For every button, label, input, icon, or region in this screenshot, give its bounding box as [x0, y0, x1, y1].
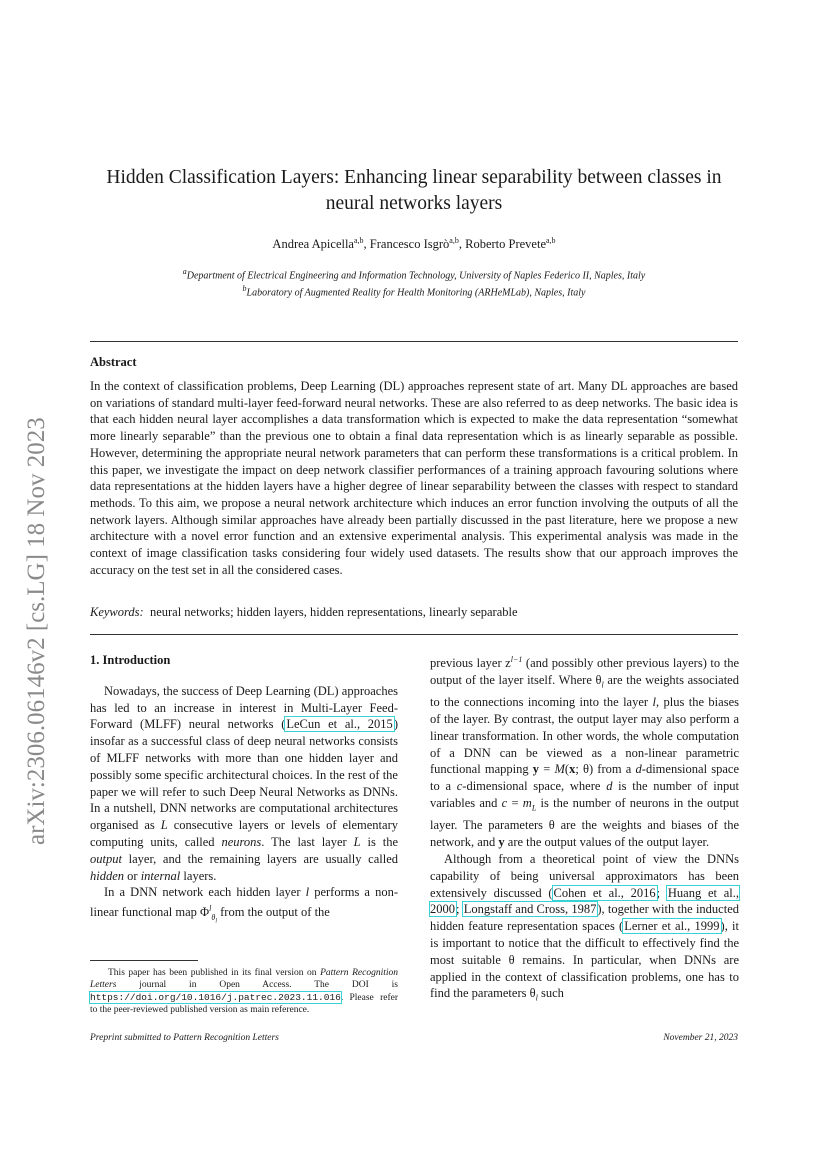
top-divider: [90, 341, 738, 342]
author-affil-mark: a,b: [353, 236, 364, 245]
section-heading: 1. Introduction: [90, 653, 171, 667]
author-affil-mark: a,b: [546, 236, 556, 245]
footer-date: November 21, 2023: [663, 1033, 738, 1043]
author-name: Francesco Isgrò: [369, 237, 450, 252]
footer-preprint-note: Preprint submitted to Pattern Recognition Letters: [90, 1033, 279, 1043]
author-list: Andrea Apicella$^{a,b}$, Francesco Isgrò$^{a,b}$, Roberto Prevete$^{a,b}$: [272, 236, 556, 252]
left-column: [90, 652, 398, 930]
intro-paragraph-2: In a DNN network each hidden layer l performs a non-linear functional map $\Phi^l_{\theta_l}$ from the output of the: [90, 885, 398, 925]
title-line-1: Hidden Classification Layers: Enhancing linear separability between classes in: [106, 167, 722, 188]
keywords: [90, 605, 738, 620]
citation-link[interactable]: Cohen et al., 2016: [553, 885, 656, 900]
bottom-divider: [90, 634, 738, 635]
footnote: This paper has been published in its final version on Pattern Recognition Letters journal in Open Access. The DOI is https://doi.org/10.1016/j.patrec.2023.11.016. Please refer to the peer-reviewed published version as main reference.: [90, 968, 398, 1016]
title-line-2: neural networks layers: [325, 193, 503, 214]
right-column: [430, 652, 739, 1008]
paper-title: [90, 165, 738, 217]
arxiv-stamp-text: arXiv:2306.06146v2 [cs.LG] 18 Nov 2023: [23, 417, 50, 845]
affiliation-b: $^b$Laboratory of Augmented Reality for Health Monitoring (ARHeMLab), Naples, Italy: [242, 284, 586, 299]
keywords-text: neural networks; hidden layers, hidden representations, linearly separable: [149, 605, 518, 619]
affiliations: [90, 265, 738, 300]
keywords-label: Keywords:: [90, 605, 144, 619]
intro-paragraph-1: Nowadays, the success of Deep Learning (DL) approaches has led to an increase in interest in Multi-Layer Feed-Forward (MLFF) neural networks (LeCun et al., 2015) insofar as a successful class of deep neural networks consists of MLFF networks with more than one hidden layer and possibly some specific architectural choices. In the rest of the paper we will refer to such Deep Neural Networks as DNNs. In a nutshell, DNN networks are computational architectures organised as L consecutive layers or levels of elementary computing units, called neurons. The last layer L is the output layer, and the remaining layers are usually called hidden or internal layers.: [90, 683, 398, 883]
right-paragraph-1: previous layer $z^{l-1}$ (and possibly other previous layers) to the output of the layer itself. Where $\theta_l$ are the weights associated to the connections incoming into the layer l, plus the biases of the layer. By contrast, the output layer may also perform a linear transformation. In other words, the whole computation of a DNN can be viewed as a non-linear parametric functional mapping y = M(x; θ) from a d-dimensional space to a c-dimensional space, where d is the number of input variables and $c = m_L$ is the number of neurons in the output layer. The parameters θ are the weights and biases of the network, and y are the output values of the output layer.: [430, 655, 740, 850]
doi-link[interactable]: https://doi.org/10.1016/j.patrec.2023.11.016: [90, 991, 341, 1003]
citation-link[interactable]: Huang et al., 2000: [430, 885, 739, 917]
citation-link[interactable]: Lerner et al., 1999: [624, 919, 720, 934]
footnote-divider: [90, 960, 198, 961]
author-name: Roberto Prevete: [465, 237, 546, 252]
affiliation-a: $^a$Department of Electrical Engineering and Information Technology, University of Naples Federico II, Naples, Italy: [182, 267, 646, 282]
author-affil-mark: a,b: [449, 236, 459, 245]
citation-link[interactable]: LeCun et al., 2015: [286, 717, 393, 732]
arxiv-stamp: [12, 350, 52, 850]
citation-link[interactable]: Longstaff and Cross, 1987: [463, 902, 597, 917]
abstract-text: In the context of classification problems, Deep Learning (DL) approaches represent state of art. Many DL approaches are based on variations of standard multi-layer feed-forward neural networks. These are also referred to as deep networks. The basic idea is that each hidden neural layer accomplishes a data transformation which is expected to make the data representation “somewhat more linearly separable” than the previous one to obtain a final data representation which is as linearly separable as possible. However, determining the appropriate neural network parameters that can perform these transformations is a critical problem. In this paper, we investigate the impact on deep network classifier performances of a training approach favouring solutions where data representations at the hidden layers have a higher degree of linear separability between the classes with respect to standard methods. To this aim, we propose a neural network architecture which induces an error function involving the outputs of all the network layers. Although similar approaches have already been partially discussed in the past literature, here we propose a new architecture with a novel error function and an extensive experimental analysis. This experimental analysis was made in the context of image classification tasks considering four widely used datasets. The results show that our approach improves the accuracy on the test set in all the considered cases.: [90, 379, 738, 577]
abstract-heading: Abstract: [90, 355, 137, 369]
right-paragraph-2: Although from a theoretical point of view the DNNs capability of being universal approximators has been extensively discussed (Cohen et al., 2016; Huang et al., 2000; Longstaff and Cross, 1987), together with the inducted hidden feature representation spaces (Lerner et al., 1999), it is important to notice that the difficult to effectively find the most suitable θ remains. In particular, when DNNs are applied in the context of classification problems, one has to find the parameters $\theta_l$ such: [430, 851, 739, 1003]
author-name: Andrea Apicella: [272, 237, 354, 252]
